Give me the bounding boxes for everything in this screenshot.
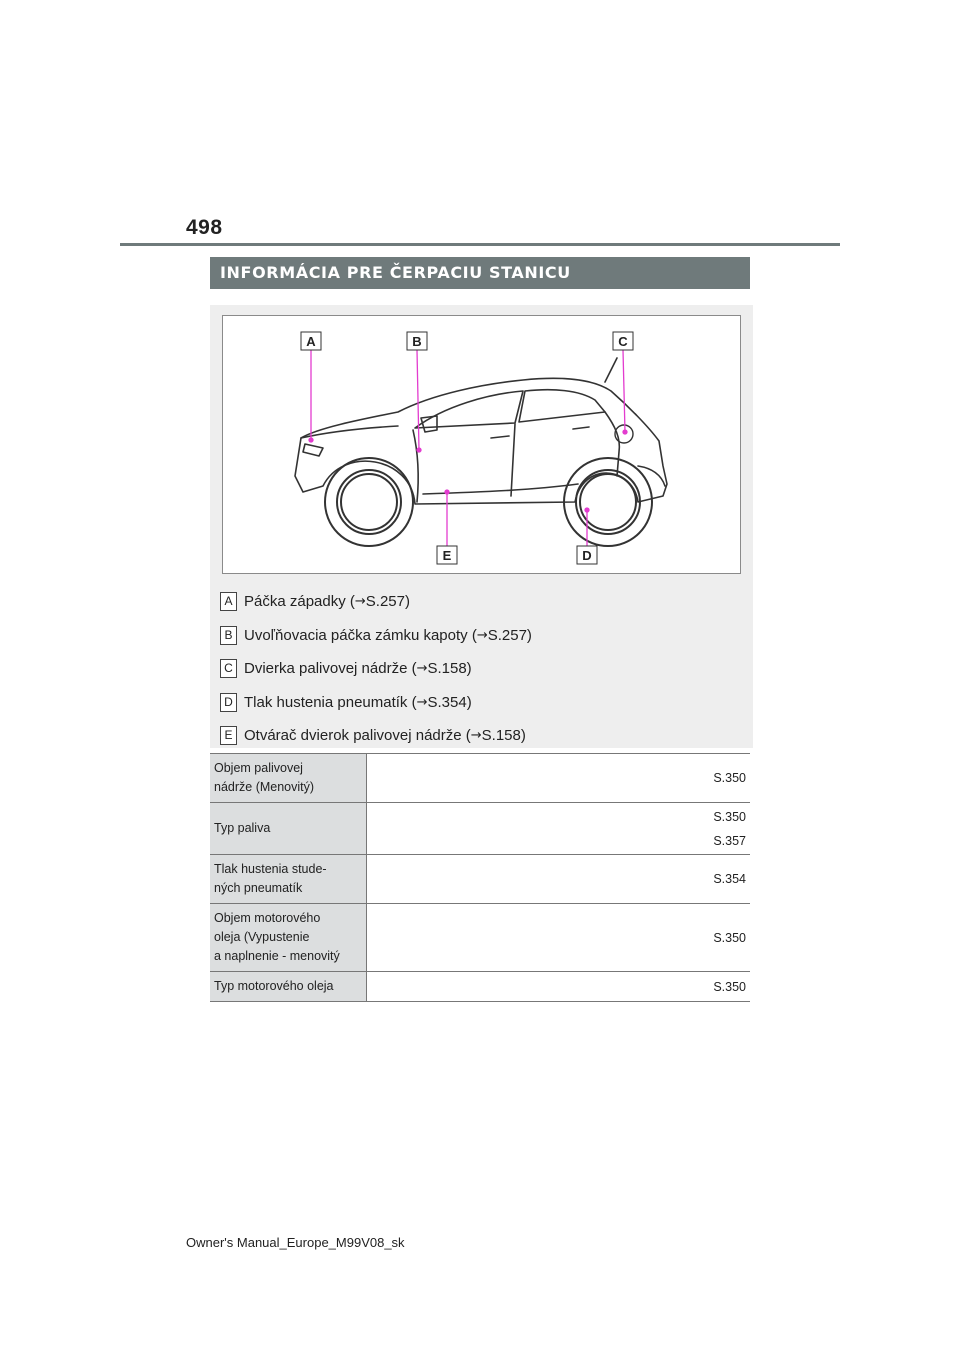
page-ref: S.350 <box>713 979 746 994</box>
legend-item <box>220 619 740 653</box>
callout-d: D <box>582 548 592 563</box>
table-label-cell <box>210 855 366 904</box>
page-ref: S.350 <box>713 771 746 785</box>
callout-c: C <box>618 334 628 349</box>
legend-ref: S.158) <box>481 727 526 745</box>
legend-list <box>220 585 740 753</box>
arrow-icon: → <box>476 627 488 643</box>
label-line: Objem palivovej <box>214 761 303 775</box>
table-value-cell <box>366 754 750 803</box>
legend-key-a: A <box>220 592 237 611</box>
legend-ref: S.158) <box>427 660 472 678</box>
car-body-outline <box>295 378 667 504</box>
label-line: Typ paliva <box>214 821 271 835</box>
rear-window-outline <box>519 390 605 422</box>
label-line: Objem motorového <box>214 911 321 925</box>
front-light <box>303 444 323 456</box>
window-outline <box>415 391 523 428</box>
car-illustration <box>223 316 742 575</box>
callout-e: E <box>442 548 452 563</box>
section-heading: INFORMÁCIA PRE ČERPACIU STANICU <box>210 257 750 289</box>
table-label-cell <box>210 754 366 803</box>
page-number: 498 <box>186 216 223 239</box>
legend-key-e: E <box>220 726 237 745</box>
table-row <box>210 855 750 904</box>
legend-item <box>220 686 740 720</box>
label-line: Typ motorového oleja <box>214 979 334 993</box>
rear-bumper <box>638 466 665 486</box>
label-line: nádrže (Menovitý) <box>214 780 315 794</box>
page-ref: S.354 <box>713 872 746 886</box>
table-label-cell <box>210 972 366 1002</box>
legend-text: Páčka západky ( <box>244 593 355 611</box>
arrow-icon: → <box>470 728 482 744</box>
table-value-cell <box>366 904 750 972</box>
rear-quarter <box>605 412 619 476</box>
antenna <box>605 358 617 382</box>
page-ref: S.357 <box>713 833 746 848</box>
page-ref: S.350 <box>713 809 746 824</box>
front-wheel <box>325 458 413 546</box>
table-value-cell <box>366 803 750 855</box>
spec-table <box>210 753 750 1002</box>
legend-text: Uvoľňovacia páčka zámku kapoty ( <box>244 626 477 644</box>
table-row <box>210 754 750 803</box>
front-door-line <box>413 430 418 502</box>
table-label-cell <box>210 904 366 972</box>
door-handle-front <box>491 436 509 438</box>
door-handle-rear <box>573 427 589 429</box>
car-diagram <box>222 315 741 574</box>
legend-key-c: C <box>220 659 237 678</box>
top-rule <box>120 243 840 246</box>
table-row <box>210 803 750 855</box>
legend-item <box>220 652 740 686</box>
legend-text: Dvierka palivovej nádrže ( <box>244 660 417 678</box>
callout-a: A <box>306 334 316 349</box>
table-row <box>210 904 750 972</box>
table-value-cell <box>366 972 750 1002</box>
table-value-cell <box>366 855 750 904</box>
label-line: Tlak hustenia stude- <box>214 862 327 876</box>
label-line: ných pneumatík <box>214 881 303 895</box>
info-panel <box>210 305 753 748</box>
label-line: a naplnenie - menovitý <box>214 949 340 963</box>
legend-ref: S.257) <box>487 626 532 644</box>
legend-ref: S.257) <box>365 593 410 611</box>
arrow-icon: → <box>354 594 366 610</box>
page-footer: Owner's Manual_Europe_M99V08_sk <box>186 1235 405 1250</box>
table-row <box>210 972 750 1002</box>
legend-text: Tlak hustenia pneumatík ( <box>244 693 417 711</box>
legend-key-b: B <box>220 626 237 645</box>
label-line: oleja (Vypustenie <box>214 930 310 944</box>
legend-item <box>220 719 740 753</box>
legend-key-d: D <box>220 693 237 712</box>
page-ref: S.350 <box>713 930 746 945</box>
arrow-icon: → <box>416 694 428 710</box>
arrow-icon: → <box>416 661 428 677</box>
callout-b: B <box>412 334 422 349</box>
table-label-cell <box>210 803 366 855</box>
door-line <box>511 424 515 496</box>
legend-item <box>220 585 740 619</box>
legend-ref: S.354) <box>427 693 472 711</box>
legend-text: Otvárač dvierok palivovej nádrže ( <box>244 727 471 745</box>
